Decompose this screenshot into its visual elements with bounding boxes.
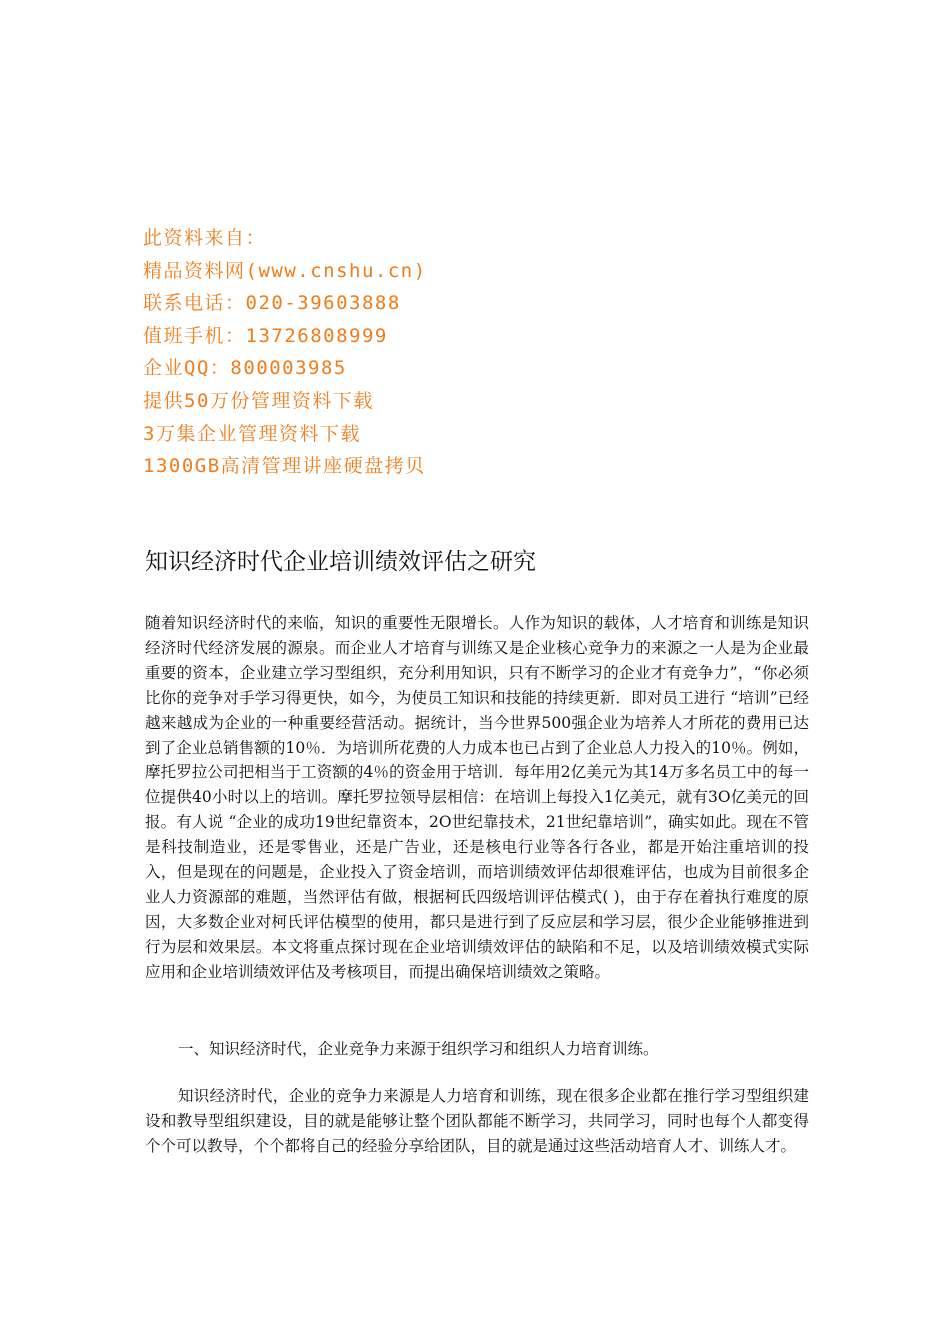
website-line: 精品资料网(www.cnshu.cn) xyxy=(143,259,427,282)
source-line: 此资料来自： xyxy=(143,227,267,249)
offer-line-3: 1300GB高清管理讲座硬盘拷贝 xyxy=(143,455,426,478)
document-title: 知识经济时代企业培训绩效评估之研究 xyxy=(145,549,536,575)
phone-line: 联系电话：020-39603888 xyxy=(143,292,401,315)
intro-paragraph: 随着知识经济时代的来临，知识的重要性无限增长。人作为知识的载体，人才培育和训练是知识经济时代经济发展的源泉。而企业人才培育与训练又是企业核心竞争力的来源之一人是为企业最重要的资本，企业建立学习型组织，充分利用知识，只有不断学习的企业才有竞争力”，“你必须比你的竞争对手学习得更快，如今，为使员工知识和技能的持续更新．即对员工进行 “培训”已经越来越成为企业的一种重要经营活动。据统计，当今世界500强企业为培养人才所花的费用已达到了企业总销售额的10％．为培训所花费的人力成本也已占到了企业总人力投入的10％。例如，摩托罗拉公司把相当于工资额的4％的资金用于培训．每年用2亿美元为其14万多名员工中的每一位提供40小时以上的培训。摩托罗拉领导层相信：在培训上每投入1亿美元，就有3O亿美元的回报。有人说 “企业的成功19世纪靠资本，2O世纪靠技术，21世纪靠培训”，确实如此。现在不管是科技制造业，还是零售业，还是广告业，还是核电行业等各行各业，都是开始注重培训的投入，但是现在的问题是，企业投入了资金培训，而培训绩效评估却很难评估，也成为目前很多企业人力资源部的难题，当然评估有做，根据柯氏四级培训评估模式( )，由于存在着执行难度的原因，大多数企业对柯氏评估模型的使用，都只是进行到了反应层和学习层，很少企业能够推进到行为层和效果层。本文将重点探讨现在企业培训绩效评估的缺陷和不足，以及培训绩效模式实际应用和企业培训绩效评估及考核项目，而提出确保培训绩效之策略。 xyxy=(145,614,809,981)
section-paragraph-1: 知识经济时代，企业的竞争力来源是人力培育和训练，现在很多企业都在推行学习型组织建设和教导型组织建设，目的就是能够让整个团队都能不断学习，共同学习，同时也每个人都变得个个可以教导，个个都将自己的经验分享给团队，目的就是通过这些活动培育人才、训练人才。 xyxy=(145,1087,809,1155)
offer-line-1: 提供50万份管理资料下载 xyxy=(143,389,374,412)
section-heading-1: 一、知识经济时代，企业竞争力来源于组织学习和组织人力培育训练。 xyxy=(178,1040,659,1058)
offer-line-2: 3万集企业管理资料下载 xyxy=(143,422,361,445)
source-info-block xyxy=(143,222,663,483)
mobile-line: 值班手机：13726808999 xyxy=(143,324,388,347)
qq-line: 企业QQ：800003985 xyxy=(143,357,347,380)
